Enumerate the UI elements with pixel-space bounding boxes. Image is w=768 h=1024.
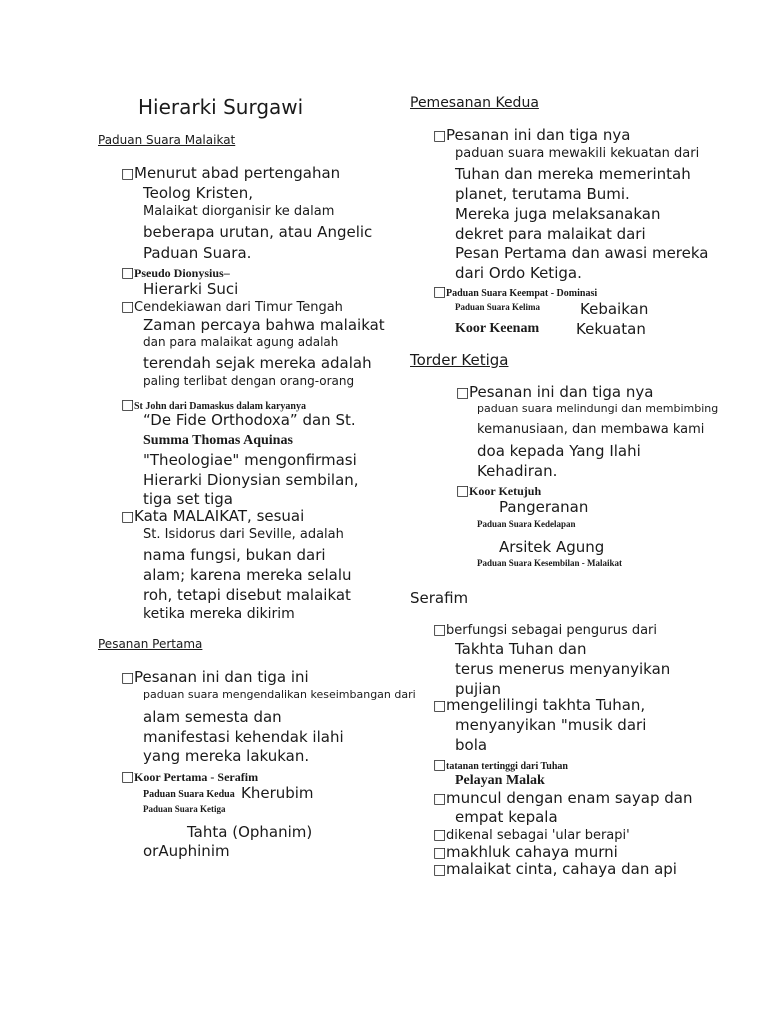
bullet-icon: □ [433,284,447,300]
bullet-text-line: dan para malaikat agung adalah [143,335,339,349]
bullet-item [456,481,541,499]
bullet-icon: □ [121,769,135,785]
bullet-text: Paduan Suara Keempat - Dominasi [446,288,598,299]
bullet-icon: □ [433,827,447,843]
bullet-text-line: Pesan Pertama dan awasi mereka [455,244,709,262]
bullet-text: Koor Pertama - Serafim [134,770,259,784]
bullet-text: dikenal sebagai 'ular berapi' [446,828,630,843]
bullet-text-line: Tuhan dan mereka memerintah [455,165,691,183]
bullet-text-line: terus menerus menyanyikan [455,660,671,678]
choir-name: orAuphinim [143,842,230,860]
bullet-text: Cendekiawan dari Timur Tengah [134,300,343,315]
bullet-item [121,165,340,182]
section-heading-second-order: Pemesanan Kedua [410,95,539,111]
bullet-text: muncul dengan enam sayap dan [446,789,693,807]
section-heading-third-order: Torder Ketiga [410,351,509,369]
bullet-icon: □ [433,622,447,638]
bullet-text-line: Mereka juga melaksanakan [455,205,661,223]
bullet-text-line: Paduan Suara. [143,244,252,262]
bullet-icon: □ [121,299,135,315]
choir-name: Kebaikan [580,300,649,318]
bullet-text-line: terendah sejak mereka adalah [143,354,372,372]
bullet-text-line: menyanyikan "musik dari [455,716,647,734]
bullet-text-line: tiga set tiga [143,490,233,508]
bullet-text: Menurut abad pertengahan [134,164,341,182]
bullet-item [433,127,630,144]
bullet-text-line: kemanusiaan, dan membawa kami [477,422,705,437]
bullet-icon: □ [121,397,135,413]
bullet-text-line: paling terlibat dengan orang-orang [143,374,355,388]
bullet-icon: □ [121,166,135,182]
bullet-item [433,790,692,807]
choir-label: Paduan Suara Ketiga [143,804,226,814]
bullet-icon: □ [433,757,447,773]
bullet-text: mengelilingi takhta Tuhan, [446,696,646,714]
bullet-text-line: Pelayan Malak [455,773,545,788]
bullet-text-line: Teolog Kristen, [143,184,254,202]
bullet-item [121,299,343,316]
bullet-text: Kata MALAIKAT, sesuai [134,507,305,525]
bullet-icon: □ [121,265,135,281]
bullet-text: Pesanan ini dan tiga ini [134,668,309,686]
bullet-text-line: Hierarki Dionysian sembilan, [143,471,359,489]
bullet-text-line: alam semesta dan [143,708,282,726]
bullet-text: malaikat cinta, cahaya dan api [446,860,677,878]
bullet-item [456,384,653,401]
bullet-icon: □ [433,845,447,861]
bullet-item [121,767,258,785]
bullet-icon: □ [433,862,447,878]
bullet-text-line: Kehadiran. [477,462,558,480]
bullet-item [121,669,309,686]
bullet-text: Pesanan ini dan tiga nya [469,383,654,401]
bullet-text: St John dari Damaskus dalam karyanya [134,401,306,412]
bullet-text-line: pujian [455,680,502,698]
bullet-text: Pseudo Dionysius– [134,266,230,280]
bullet-item [433,282,597,300]
section-heading-choirs: Paduan Suara Malaikat [98,133,236,147]
bullet-text-line: beberapa urutan, atau Angelic [143,223,373,241]
bullet-icon: □ [433,791,447,807]
bullet-text-line: roh, tetapi disebut malaikat [143,586,351,604]
bullet-text-line: dari Ordo Ketiga. [455,264,582,282]
bullet-item [121,263,230,281]
bullet-text-line: yang mereka lakukan. [143,747,310,765]
bullet-text-line: St. Isidorus dari Seville, adalah [143,527,344,542]
bullet-item [433,861,677,878]
choir-label: Koor Keenam [455,321,540,336]
bullet-text-line: ketika mereka dikirim [143,606,295,622]
choir-name: Tahta (Ophanim) [187,823,313,841]
bullet-icon: □ [433,698,447,714]
bullet-text: Pesanan ini dan tiga nya [446,126,631,144]
section-heading-seraphim: Serafim [410,589,469,607]
bullet-text: berfungsi sebagai pengurus dari [446,623,658,638]
bullet-text-line: dekret para malaikat dari [455,225,646,243]
choir-name: Kekuatan [576,320,646,338]
bullet-text-line: bola [455,736,488,754]
bullet-text: Koor Ketujuh [469,484,542,498]
bullet-item [433,697,645,714]
bullet-text-line: Takhta Tuhan dan [455,640,587,658]
choir-label: Paduan Suara Kedelapan [477,519,576,529]
bullet-text: tatanan tertinggi dari Tuhan [446,761,568,772]
bullet-text-line: Hierarki Suci [143,280,239,298]
bullet-text-line: manifestasi kehendak ilahi [143,728,344,746]
bullet-text-line: doa kepada Yang Ilahi [477,442,641,460]
bullet-text-line: “De Fide Orthodoxa” dan St. [143,411,356,429]
bullet-icon: □ [121,509,135,525]
choir-name: Kherubim [241,784,314,802]
choir-name: Pangeranan [499,498,589,516]
bullet-item [433,755,568,773]
bullet-text-line: Malaikat diorganisir ke dalam [143,204,335,219]
choir-name: Arsitek Agung [499,538,605,556]
bullet-item [121,508,304,525]
bullet-icon: □ [121,670,135,686]
choir-label: Paduan Suara Kesembilan - Malaikat [477,558,623,568]
bullet-icon: □ [433,128,447,144]
bullet-text-line: paduan suara mengendalikan keseimbangan dari [143,688,416,701]
bullet-icon: □ [456,385,470,401]
bullet-text-line: paduan suara mewakili kekuatan dari [455,146,700,161]
page-title: Hierarki Surgawi [138,95,304,119]
bullet-text: makhluk cahaya murni [446,843,618,861]
bullet-item [433,844,618,861]
bullet-text-line: paduan suara melindungi dan membimbing [477,402,719,415]
section-heading-first-order: Pesanan Pertama [98,637,203,651]
bullet-text-line: Summa Thomas Aquinas [143,433,293,448]
bullet-icon: □ [456,483,470,499]
bullet-item [433,827,630,844]
bullet-text-line: planet, terutama Bumi. [455,185,630,203]
bullet-text-line: alam; karena mereka selalu [143,566,352,584]
bullet-text-line: empat kepala [455,808,558,826]
bullet-text-line: nama fungsi, bukan dari [143,546,326,564]
bullet-item [433,622,657,639]
choir-label: Paduan Suara Kelima [455,302,541,312]
choir-label: Paduan Suara Kedua [143,789,235,800]
bullet-text-line: Zaman percaya bahwa malaikat [143,316,385,334]
bullet-text-line: "Theologiae" mengonfirmasi [143,451,357,469]
